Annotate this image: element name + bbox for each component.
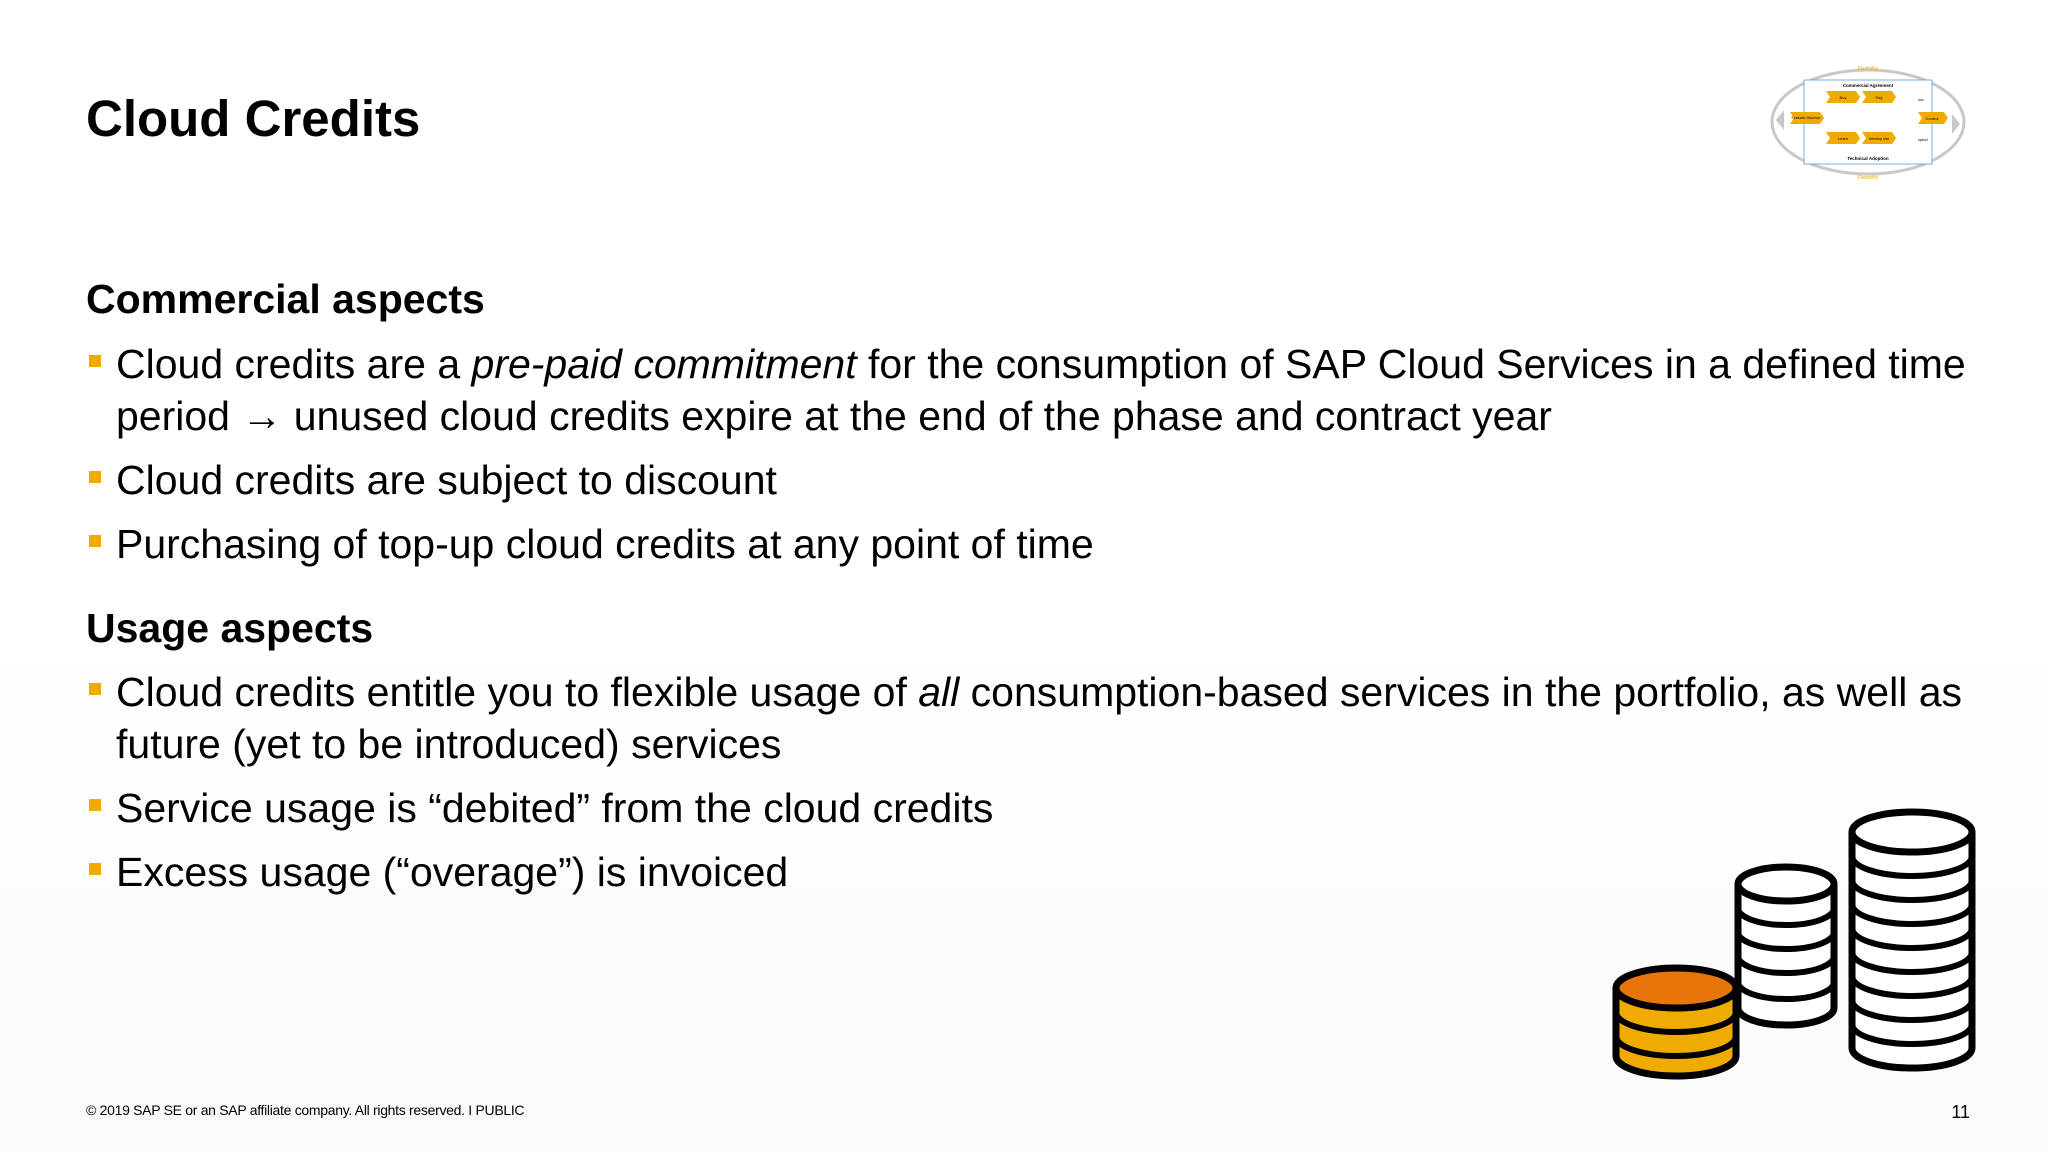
bullet-text: Cloud credits entitle you to flexible usage of — [116, 669, 919, 715]
bullet-text: Cloud credits are a — [116, 341, 472, 387]
page-number: 11 — [1951, 1102, 1970, 1122]
bullet-emphasis: pre-paid commitment — [471, 341, 857, 387]
step-develop-label: Develop Use — [1868, 137, 1890, 141]
use-side-label: use — [1918, 98, 1924, 102]
commercial-aspects-heading: Commercial aspects — [86, 276, 485, 322]
step-control-label: Control — [1925, 116, 1939, 121]
bullet-square-icon — [89, 683, 101, 695]
bullet-square-icon — [89, 471, 101, 483]
bullet-text: consumption-based services in the portfolio, as well as future (yet to be introduced) services — [116, 669, 1962, 767]
orange-coin-stack-icon — [1616, 968, 1736, 1076]
tall-coin-stack-icon — [1852, 812, 1972, 1068]
lifecycle-diagram — [1768, 62, 1968, 182]
flexibility-bottom-label: Flexibility — [1857, 175, 1879, 181]
list-item — [86, 518, 1986, 570]
copyright-footer: © 2019 SAP SE or an SAP affiliate company. All rights reserved. I PUBLIC — [86, 1102, 525, 1118]
slide-title: Cloud Credits — [86, 90, 421, 147]
bullet-text: Cloud credits are subject to discount — [116, 457, 777, 503]
bullet-square-icon — [89, 863, 101, 875]
spend-side-label: spend — [1918, 138, 1928, 142]
list-item — [86, 454, 1986, 506]
step-pay-label: Pay — [1875, 95, 1883, 100]
coin-stacks-icon — [1612, 808, 1982, 1084]
list-item — [86, 666, 1986, 770]
bullet-square-icon — [89, 799, 101, 811]
step-buy-label: Buy — [1839, 95, 1847, 100]
commercial-agreement-label: Commercial Agreement — [1842, 83, 1894, 88]
bullet-square-icon — [89, 535, 101, 547]
step-evaluate-label: Evaluate Discover — [1791, 116, 1821, 120]
step-learn-label: Learn — [1837, 136, 1849, 141]
technical-adoption-label: Technical Adoption — [1847, 156, 1889, 161]
commercial-bullet-list — [86, 338, 1986, 582]
bullet-emphasis: all — [918, 669, 960, 715]
flexibility-top-label: Flexibility — [1857, 66, 1879, 72]
bullet-text: for the consumption of SAP Cloud Services in a defined time period → unused cloud credits expire at the end of the phase and contract year — [116, 341, 1966, 439]
bullet-text: Service usage is “debited” from the cloud credits — [116, 785, 994, 831]
list-item — [86, 338, 1986, 442]
bullet-text: Purchasing of top-up cloud credits at any point of time — [116, 521, 1094, 567]
middle-coin-stack-icon — [1738, 867, 1834, 1025]
bullet-square-icon — [89, 355, 101, 367]
usage-aspects-heading: Usage aspects — [86, 605, 374, 651]
bullet-text: Excess usage (“overage”) is invoiced — [116, 849, 789, 895]
cycle-arrowhead-left — [1776, 110, 1784, 130]
cycle-arrowhead-right — [1952, 114, 1960, 134]
